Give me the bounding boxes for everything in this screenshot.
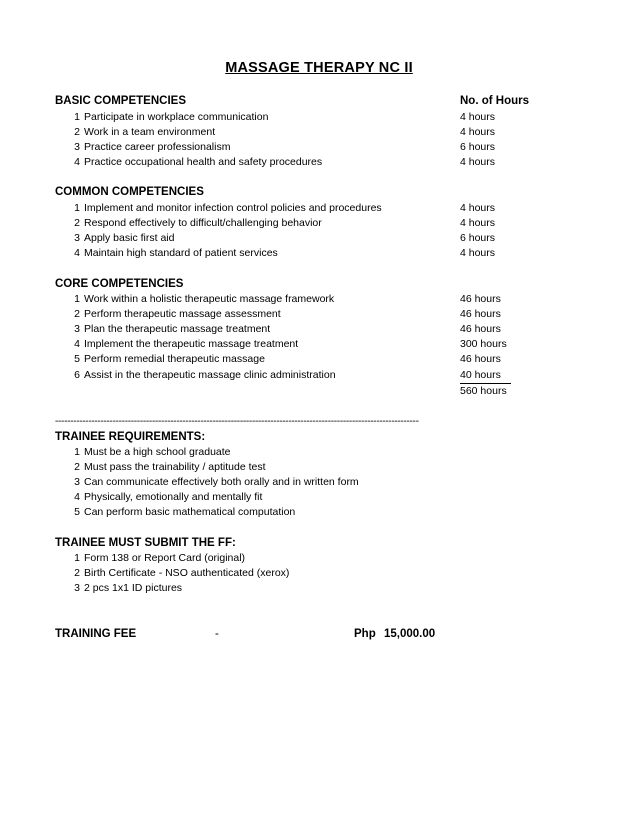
item-number: 1 <box>74 202 80 214</box>
item-text: Birth Certificate - NSO authenticated (xerox) <box>84 567 290 579</box>
common-item <box>0 216 638 231</box>
item-hours: 4 hours <box>460 217 496 229</box>
item-number: 1 <box>74 111 80 123</box>
item-text: Perform therapeutic massage assessment <box>84 308 281 320</box>
item-hours: 4 hours <box>460 156 496 168</box>
item-number: 2 <box>74 217 80 229</box>
item-number: 5 <box>74 353 80 365</box>
item-number: 6 <box>74 369 80 381</box>
submit-item <box>0 551 638 566</box>
item-text: Apply basic first aid <box>84 232 175 244</box>
item-text: Respond effectively to difficult/challenging behavior <box>84 217 322 229</box>
core-item <box>0 292 638 307</box>
item-text: Work in a team environment <box>84 126 216 138</box>
core-item <box>0 337 638 352</box>
item-hours: 4 hours <box>460 111 496 123</box>
item-text: 2 pcs 1x1 ID pictures <box>84 582 183 594</box>
dashed-separator: ------------------------------------------------------------------------------------------------------------------------ <box>55 416 419 427</box>
item-hours: 4 hours <box>460 126 496 138</box>
item-number: 4 <box>74 247 80 259</box>
item-text: Can communicate effectively both orally and in written form <box>84 476 359 488</box>
trainee-requirements-heading: TRAINEE REQUIREMENTS: <box>55 431 206 443</box>
item-hours: 6 hours <box>460 141 496 153</box>
item-text: Participate in workplace communication <box>84 111 269 123</box>
core-item <box>0 307 638 322</box>
common-item <box>0 231 638 246</box>
item-number: 4 <box>74 156 80 168</box>
item-text: Implement the therapeutic massage treatment <box>84 338 299 350</box>
training-fee-dash: - <box>215 628 219 640</box>
item-number: 1 <box>74 446 80 458</box>
trainee-submit-heading: TRAINEE MUST SUBMIT THE FF: <box>55 537 236 549</box>
common-item <box>0 201 638 216</box>
basic-competencies-heading: BASIC COMPETENCIES <box>55 95 186 107</box>
item-number: 4 <box>74 491 80 503</box>
item-text: Form 138 or Report Card (original) <box>84 552 246 564</box>
item-text: Plan the therapeutic massage treatment <box>84 323 271 335</box>
item-text: Physically, emotionally and mentally fit <box>84 491 263 503</box>
training-fee-label: TRAINING FEE <box>55 628 137 640</box>
hours-column-heading: No. of Hours <box>460 95 529 107</box>
item-text: Can perform basic mathematical computation <box>84 506 296 518</box>
item-text: Must pass the trainability / aptitude test <box>84 461 266 473</box>
submit-item <box>0 581 638 596</box>
common-competencies-heading: COMMON COMPETENCIES <box>55 186 204 198</box>
item-hours: 4 hours <box>460 247 496 259</box>
item-number: 1 <box>74 552 80 564</box>
item-number: 3 <box>74 476 80 488</box>
item-text: Perform remedial therapeutic massage <box>84 353 265 365</box>
item-number: 1 <box>74 293 80 305</box>
core-item <box>0 352 638 367</box>
basic-item <box>0 155 638 170</box>
core-item <box>0 368 638 383</box>
item-hours: 46 hours <box>460 293 501 305</box>
item-hours: 46 hours <box>460 353 501 365</box>
item-number: 5 <box>74 506 80 518</box>
core-item <box>0 322 638 337</box>
item-number: 3 <box>74 323 80 335</box>
item-number: 3 <box>74 141 80 153</box>
submit-item <box>0 566 638 581</box>
core-competencies-heading: CORE COMPETENCIES <box>55 278 184 290</box>
core-total-row <box>0 384 638 399</box>
common-item <box>0 246 638 261</box>
item-text: Practice career professionalism <box>84 141 231 153</box>
item-text: Maintain high standard of patient services <box>84 247 278 259</box>
item-number: 3 <box>74 582 80 594</box>
item-hours: 6 hours <box>460 232 496 244</box>
requirement-item <box>0 505 638 520</box>
item-number: 2 <box>74 126 80 138</box>
training-fee-amount: 15,000.00 <box>384 628 436 640</box>
total-hours: 560 hours <box>460 385 507 397</box>
item-text: Implement and monitor infection control policies and procedures <box>84 202 382 214</box>
item-hours: 46 hours <box>460 323 501 335</box>
basic-item <box>0 140 638 155</box>
item-number: 2 <box>74 567 80 579</box>
item-number: 2 <box>74 461 80 473</box>
requirement-item <box>0 445 638 460</box>
item-number: 4 <box>74 338 80 350</box>
item-hours: 4 hours <box>460 202 496 214</box>
item-text: Practice occupational health and safety procedures <box>84 156 323 168</box>
item-number: 2 <box>74 308 80 320</box>
requirement-item <box>0 490 638 505</box>
item-text: Must be a high school graduate <box>84 446 231 458</box>
page-title: MASSAGE THERAPY NC II <box>225 60 413 76</box>
requirement-item <box>0 475 638 490</box>
requirement-item <box>0 460 638 475</box>
item-hours: 40 hours <box>460 368 511 384</box>
item-hours: 300 hours <box>460 338 507 350</box>
item-number: 3 <box>74 232 80 244</box>
training-fee-currency: Php <box>354 628 376 640</box>
item-hours: 46 hours <box>460 308 501 320</box>
basic-item <box>0 125 638 140</box>
item-text: Work within a holistic therapeutic massage framework <box>84 293 335 305</box>
basic-item <box>0 110 638 125</box>
item-text: Assist in the therapeutic massage clinic administration <box>84 369 336 381</box>
